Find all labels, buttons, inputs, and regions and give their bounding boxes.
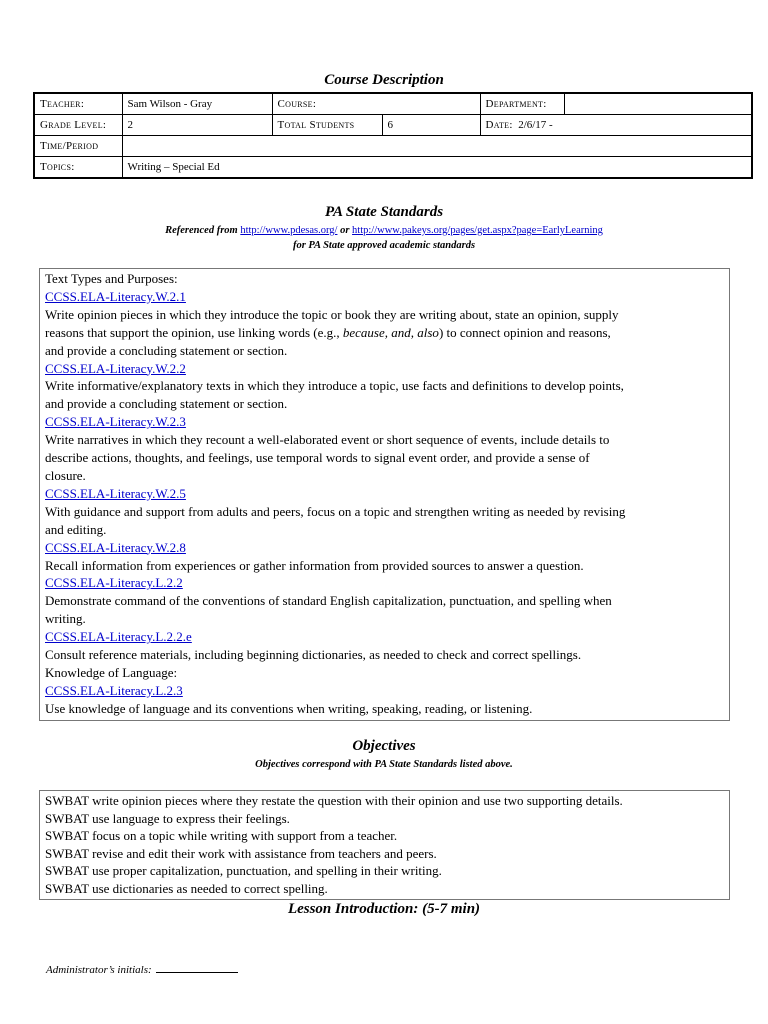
standard-description-line: With guidance and support from adults and peers, focus on a topic and strengthen writing as needed by revising — [45, 503, 626, 519]
date-value: 2/6/17 - — [518, 119, 553, 131]
date-cell — [480, 115, 752, 136]
standard-description-line: Demonstrate command of the conventions of standard English capitalization, punctuation, and spelling when — [45, 593, 612, 609]
reference-prefix: Referenced from — [165, 225, 238, 236]
time-period-label: Time/Period — [34, 136, 122, 157]
standard-code-link[interactable]: CCSS.ELA-Literacy.L.2.3 — [45, 682, 183, 698]
objective-item: SWBAT focus on a topic while writing with support from a teacher. — [45, 828, 398, 844]
objective-item: SWBAT revise and edit their work with assistance from teachers and peers. — [45, 845, 437, 861]
topics-label: Topics: — [34, 157, 122, 179]
standard-code-link[interactable]: CCSS.ELA-Literacy.W.2.1 — [45, 288, 186, 304]
table-row — [34, 136, 752, 157]
standard-code-link[interactable]: CCSS.ELA-Literacy.W.2.3 — [45, 414, 186, 430]
objectives-subtitle: Objectives correspond with PA State Standards listed above. — [255, 759, 513, 770]
standard-description-line: Consult reference materials, including beginning dictionaries, as needed to check and correct spellings. — [45, 647, 582, 663]
date-label: Date: — [485, 119, 513, 131]
objective-item: SWBAT write opinion pieces where they restate the question with their opinion and use two supporting details. — [45, 793, 623, 808]
standards-reference-suffix: for PA State approved academic standards — [292, 240, 476, 251]
standard-description-line: and provide a concluding statement or section. — [45, 396, 288, 412]
standards-list-knowledge — [45, 682, 724, 718]
lesson-introduction-title: Lesson Introduction: (5-7 min) — [287, 901, 481, 917]
standard-description-line: describe actions, thoughts, and feelings, use temporal words to signal event order, and provide a sense of — [45, 450, 590, 466]
standards-heading-knowledge: Knowledge of Language: — [45, 664, 178, 680]
objectives-list — [45, 792, 724, 898]
objectives-box — [39, 790, 730, 900]
standard-description-line: Write opinion pieces in which they introduce the topic or book they are writing about, state an opinion, supply — [45, 306, 619, 322]
department-label: Department: — [480, 93, 564, 115]
course-description-title: Course Description — [324, 72, 444, 88]
course-label: Course: — [272, 93, 480, 115]
standard-description-line: Use knowledge of language and its conventions when writing, speaking, reading, or listening. — [45, 700, 533, 716]
pa-standards-title: PA State Standards — [324, 204, 444, 220]
objectives-title: Objectives — [352, 738, 416, 754]
pakeys-link[interactable]: http://www.pakeys.org/pages/get.aspx?page=EarlyLearning — [352, 225, 603, 236]
pdesas-link[interactable]: http://www.pdesas.org/ — [240, 225, 338, 236]
reference-or: or — [340, 225, 350, 236]
standard-description-line: Write narratives in which they recount a well-elaborated event or short sequence of events, include details to — [45, 432, 610, 448]
course-info-table — [33, 92, 753, 179]
time-period-value — [122, 136, 752, 157]
total-students-value: 6 — [382, 115, 480, 136]
table-row — [34, 157, 752, 179]
department-value — [564, 93, 752, 115]
standards-heading-text-types: Text Types and Purposes: — [45, 271, 178, 286]
standard-description-line: writing. — [45, 611, 86, 627]
objective-item: SWBAT use proper capitalization, punctuation, and spelling in their writing. — [45, 863, 442, 879]
grade-level-label: Grade Level: — [34, 115, 122, 136]
table-row — [34, 115, 752, 136]
standard-code-link[interactable]: CCSS.ELA-Literacy.W.2.2 — [45, 360, 186, 376]
standards-list — [45, 288, 724, 664]
standard-code-link[interactable]: CCSS.ELA-Literacy.W.2.8 — [45, 539, 186, 555]
standard-code-link[interactable]: CCSS.ELA-Literacy.L.2.2.e — [45, 629, 192, 645]
initials-line — [156, 962, 238, 973]
total-students-label: Total Students — [272, 115, 382, 136]
standard-code-link[interactable]: CCSS.ELA-Literacy.L.2.2 — [45, 575, 183, 591]
administrator-initials-label: Administrator’s initials: — [46, 964, 152, 976]
standard-description-line: and editing. — [45, 521, 107, 537]
teacher-value: Sam Wilson - Gray — [122, 93, 272, 115]
standard-code-link[interactable]: CCSS.ELA-Literacy.W.2.5 — [45, 485, 186, 501]
standard-description-line: Write informative/explanatory texts in which they introduce a topic, use facts and definitions to develop points, — [45, 378, 624, 394]
standard-description-line: and provide a concluding statement or section. — [45, 342, 288, 358]
teacher-label: Teacher: — [34, 93, 122, 115]
standards-reference-line — [0, 225, 768, 236]
objective-item: SWBAT use language to express their feelings. — [45, 810, 290, 826]
administrator-initials — [46, 962, 238, 976]
grade-level-value: 2 — [122, 115, 272, 136]
objective-item: SWBAT use dictionaries as needed to correct spelling. — [45, 880, 328, 896]
topics-value: Writing – Special Ed — [122, 157, 752, 179]
standard-description-line: reasons that support the opinion, use linking words (e.g., because, and, also) to connect opinion and reasons, — [45, 324, 611, 340]
table-row — [34, 93, 752, 115]
standards-box — [39, 268, 730, 721]
standard-description-line: closure. — [45, 467, 86, 483]
standard-description-line: Recall information from experiences or gather information from provided sources to answer a question. — [45, 557, 584, 573]
